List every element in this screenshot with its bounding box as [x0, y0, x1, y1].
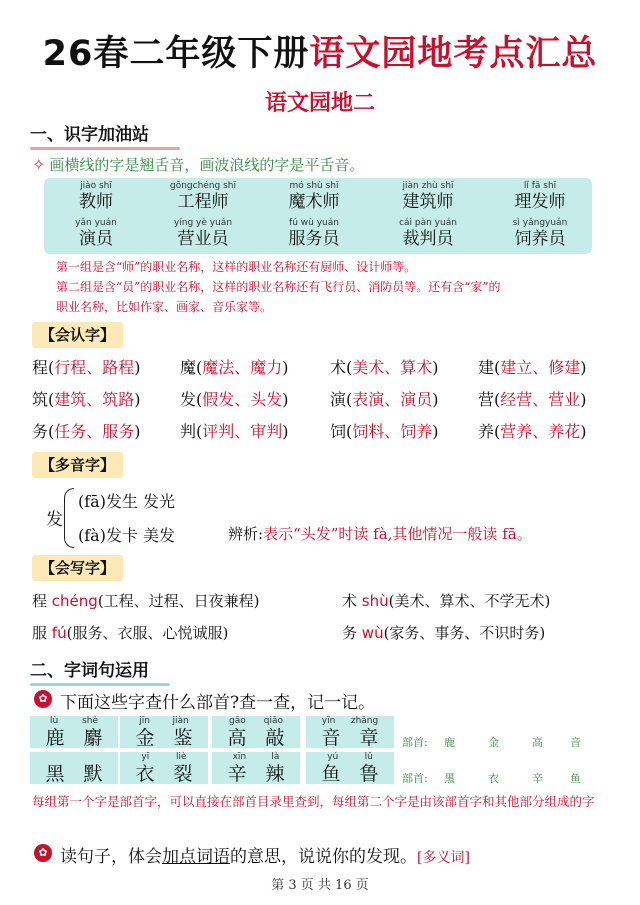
instruction-line — [32, 154, 364, 175]
tag-recognize: 【会认字】 — [32, 322, 123, 348]
radical-pair: jīn jiàn 金 鉴 — [135, 716, 193, 749]
sparkle-icon: ✧ — [32, 155, 46, 174]
word-item: sì yǎngyuán 饲养员 — [512, 218, 568, 249]
recognize-item: 务(任务、服务) — [32, 422, 141, 441]
analysis-label: 辨析: — [228, 525, 264, 543]
radical-pair: yī liè 衣 裂 — [135, 752, 193, 785]
note-yuan: 第二组是含“员”的职业名称，这样的职业名称还有飞行员、消防员等。还有含“家”的 — [56, 280, 501, 294]
recognize-item: 建(建立、修建) — [478, 358, 587, 377]
section1-heading — [30, 120, 149, 145]
writing-item: 程 chéng(工程、过程、日夜兼程) — [32, 592, 260, 610]
heading-underline — [30, 147, 180, 150]
note-jia: 职业名称，比如作家、画家、音乐家等。 — [56, 300, 273, 314]
section2-heading — [30, 656, 149, 681]
polyphone-reading-fa1: (fā)发生 发光 — [78, 492, 176, 511]
word-item: jiàn zhù shī 建筑师 — [402, 181, 454, 212]
recognize-item: 程(行程、路程) — [32, 358, 141, 377]
task-sentences: 读句子，体会加点词语的意思，说说你的发现。[多义词] — [60, 847, 470, 867]
word-item: lǐ fā shī 理发师 — [514, 181, 566, 212]
task-radicals: 下面这些字查什么部首?查一查，记一记。 — [60, 693, 376, 713]
writing-item: 术 shù(美术、算术、不学无术) — [342, 592, 551, 610]
profession-words-box — [44, 178, 592, 254]
page-subtitle: 语文园地二 — [264, 91, 375, 116]
recognize-item: 判(评判、审判) — [180, 422, 289, 441]
recognize-item: 养(营养、养花) — [478, 422, 587, 441]
lotus-icon: ✿ — [34, 690, 52, 708]
radical-note: 每组第一个字是部首字，可以直接在部首目录里查到，每组第二个字是由该部首字和其他部分组成的字 — [32, 794, 595, 809]
word-item: yǎn yuán 演员 — [75, 218, 117, 249]
word-item: cái pàn yuán 裁判员 — [399, 218, 457, 249]
brace-shape — [64, 488, 74, 548]
page-title — [0, 26, 640, 76]
recognize-item: 发(假发、头发) — [180, 390, 289, 409]
dotted-words: 加点词语 — [162, 847, 230, 867]
recognize-item: 魔(魔法、魔力) — [180, 358, 289, 377]
polysemy-tag: [多义词] — [417, 850, 470, 866]
word-item: gōngchéng shī 工程师 — [170, 181, 236, 212]
polyphone-reading-fa4: (fà)发卡 美发 — [78, 526, 176, 545]
page-title-part1: 26春二年级下册 — [42, 34, 310, 74]
writing-item: 服 fú(服务、衣服、心悦诚服) — [32, 624, 229, 642]
recognize-item: 饲(饲料、饲养) — [330, 422, 439, 441]
analysis-text: 表示“头发”时读 fà,其他情况一般读 fā。 — [263, 525, 532, 543]
recognize-item: 术(美术、算术) — [330, 358, 439, 377]
writing-item: 务 wù(家务、事务、不识时务) — [342, 624, 546, 642]
section2-heading-text: 二、字词句运用 — [30, 661, 149, 681]
note-shi: 第一组是含“师”的职业名称，这样的职业名称还有厨师、设计师等。 — [56, 260, 417, 274]
polyphone-char: 发 — [46, 510, 63, 530]
radical-pair: lù shè 鹿 麝 — [45, 716, 103, 749]
tag-polyphone: 【多音字】 — [32, 452, 123, 478]
radical-pair: yīn zhāng 音 章 — [321, 716, 379, 749]
word-item: yíng yè yuán 营业员 — [173, 218, 233, 249]
instruction-text: 画横线的字是翘舌音，画波浪线的字是平舌音。 — [49, 156, 365, 174]
word-item: mó shù shī 魔术师 — [288, 181, 340, 212]
recognize-item: 筑(建筑、筑路) — [32, 390, 141, 409]
recognize-item: 演(表演、演员) — [330, 390, 439, 409]
heading-underline — [30, 683, 170, 686]
radical-pair: gāo qiāo 高 敲 — [227, 716, 285, 749]
tag-writing: 【会写字】 — [32, 555, 123, 581]
lotus-icon: ✿ — [34, 844, 52, 862]
radical-pair: xīn là 辛 辣 — [227, 752, 285, 785]
polyphone-analysis — [228, 523, 532, 544]
page-footer: 第 3 页 共 16 页 — [271, 878, 369, 893]
page-title-part2: 语文园地考点汇总 — [309, 34, 598, 74]
radical-pair: yú lǔ 鱼 鲁 — [321, 752, 379, 785]
word-item: jiào shī 教师 — [79, 181, 113, 212]
recognize-item: 营(经营、营业) — [478, 390, 587, 409]
section1-heading-text: 一、识字加油站 — [30, 125, 149, 145]
word-item: fú wù yuán 服务员 — [288, 218, 340, 249]
radical-pair: 黑 默 — [45, 763, 103, 785]
